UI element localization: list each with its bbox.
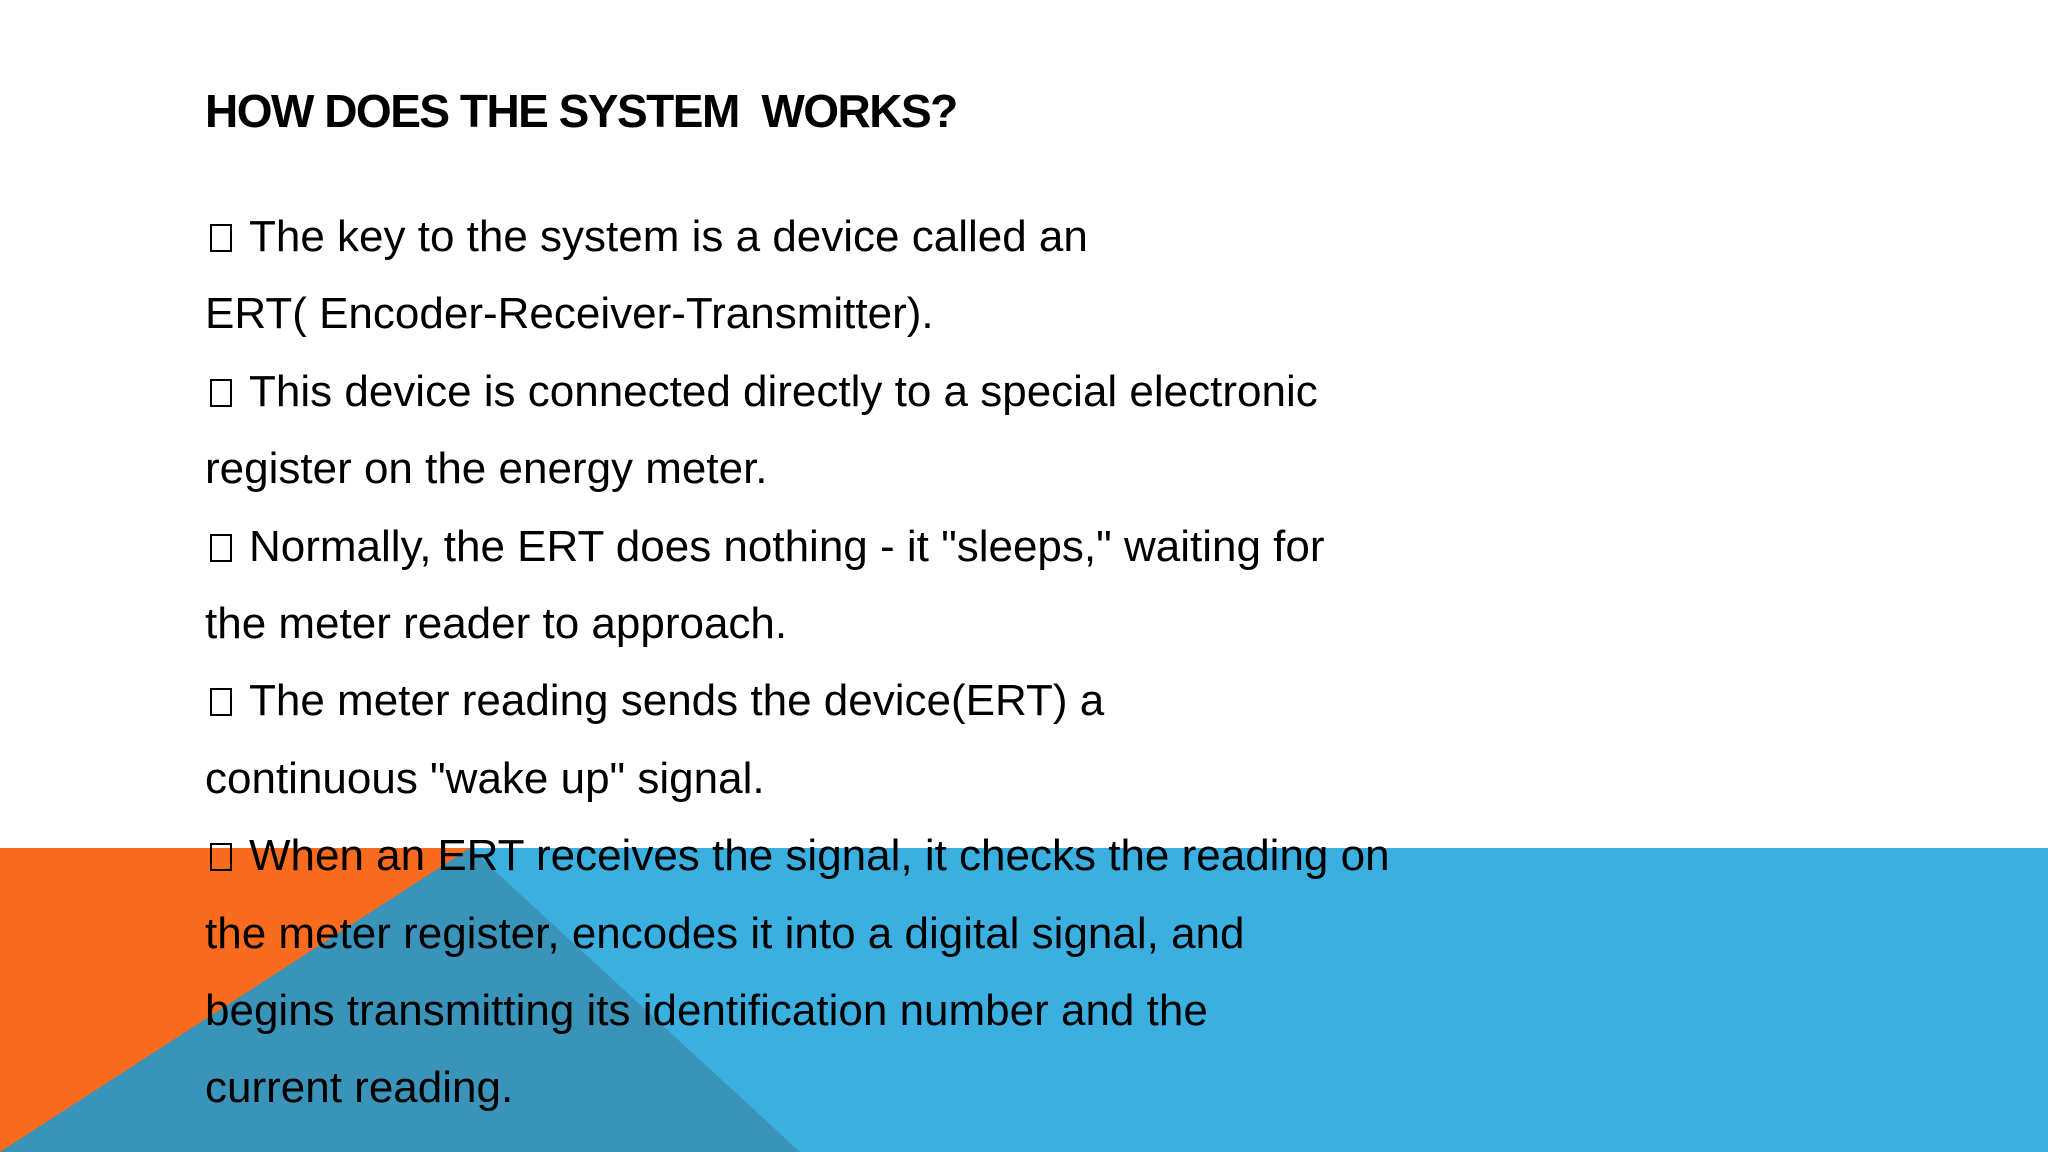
bullet-continuation: the meter register, encodes it into a digital signal, and — [205, 908, 1245, 958]
bullet-continuation: current reading. — [205, 1063, 514, 1113]
bullet-box-icon — [210, 534, 232, 562]
bullet-box-icon — [210, 688, 232, 716]
bullet-list — [205, 198, 1505, 1127]
bullet-text: This device is connected directly to a special electronic — [249, 366, 1318, 416]
bullet-item — [205, 353, 1505, 508]
bullet-line — [205, 662, 1505, 739]
bullet-box-icon — [210, 843, 232, 871]
bullet-line — [205, 198, 1505, 275]
bullet-item — [205, 198, 1505, 353]
bullet-continuation: the meter reader to approach. — [205, 599, 788, 649]
bullet-box-icon — [210, 224, 232, 252]
bullet-continuation: ERT( Encoder-Receiver-Transmitter). — [205, 289, 934, 339]
bullet-continuation: register on the energy meter. — [205, 444, 768, 494]
bullet-text: The key to the system is a device called an — [249, 212, 1088, 261]
bullet-continuation: begins transmitting its identification number and the — [205, 986, 1208, 1036]
bullet-item — [205, 662, 1505, 817]
bullet-line — [205, 508, 1505, 585]
bullet-item — [205, 817, 1505, 1127]
bullet-text: Normally, the ERT does nothing - it "sleeps," waiting for — [249, 521, 1325, 571]
bullet-line — [205, 353, 1505, 430]
bullet-continuation: continuous "wake up" signal. — [205, 753, 765, 803]
bullet-text: The meter reading sends the device(ERT) a — [249, 676, 1105, 726]
bullet-text: When an ERT receives the signal, it checks the reading on — [249, 831, 1390, 881]
bullet-line — [205, 817, 1505, 894]
bullet-item — [205, 508, 1505, 663]
slide-title: HOW DOES THE SYSTEM WORKS? — [205, 85, 957, 137]
bullet-box-icon — [210, 379, 232, 407]
